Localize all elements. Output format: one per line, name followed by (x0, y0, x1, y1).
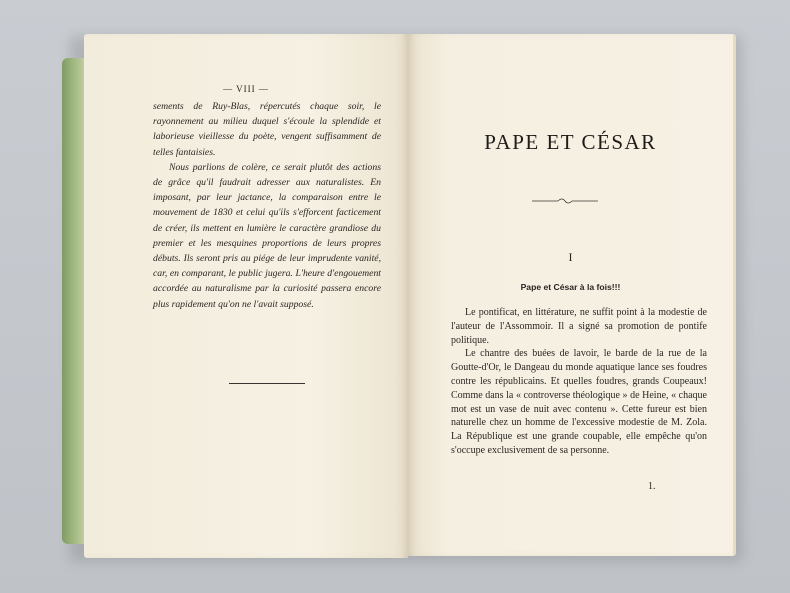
left-page (84, 34, 408, 558)
right-page (408, 34, 736, 556)
signature-mark: 1. (648, 481, 656, 492)
page-number: — VIII — (223, 84, 269, 94)
chapter-subtitle: Pape et César à la fois!!! (520, 282, 621, 292)
page-title: PAPE ET CÉSAR (484, 130, 657, 154)
right-paragraph: Le pontificat, en littérature, ne suffit point à la modestie de l'auteur de l'Assommoir. Il a signé sa promotion de pontife politique. (451, 307, 707, 346)
right-paragraph: Le chantre des buées de lavoir, le barde de la rue de la Goutte-d'Or, le Dangeau du monde aquatique lance ses foudres contre les républicains. Et quelles foudres, grands Coupeaux! Comme dans la « controverse théologique » de Heine, « chaque mot est un vase de nuit avec contenu ». Cette fureur est bien naturelle chez un homme de l'excessive modestie de M. Zola. La République est une grande coupable, elle empêche qu'on s'occupe exclusivement de sa personne. (451, 348, 707, 456)
ornament-divider (532, 197, 598, 205)
right-page-text (451, 306, 707, 458)
left-paragraph: Nous parlions de colère, ce serait plutôt des actions de grâce qu'il faudrait adresser aux naturalistes. En imposant, par leur jactance, la comparaison entre le mouvement de 1830 et celui qu'ils s'efforcent facticement de créer, ils mettent en lumière le caractère grandiose du premier et les mesquines proportions de leurs propres débuts. Ils seront pris au piége de leur imprudente vanité, car, en comparant, le public jugera. L'heure d'engouement accordée au naturalisme par la curiosité passera encore plus rapidement qu'on ne l'avait supposé. (153, 161, 381, 310)
left-paragraph: sements de Ruy-Blas, répercutés chaque soir, le rayonnement au milieu duquel s'écoule la splendide et laborieuse vieillesse du poète, vengent suffisamment de telles fantaisies. (153, 101, 381, 158)
chapter-number: I (568, 250, 573, 264)
left-page-text (153, 99, 381, 312)
end-rule (229, 383, 305, 384)
